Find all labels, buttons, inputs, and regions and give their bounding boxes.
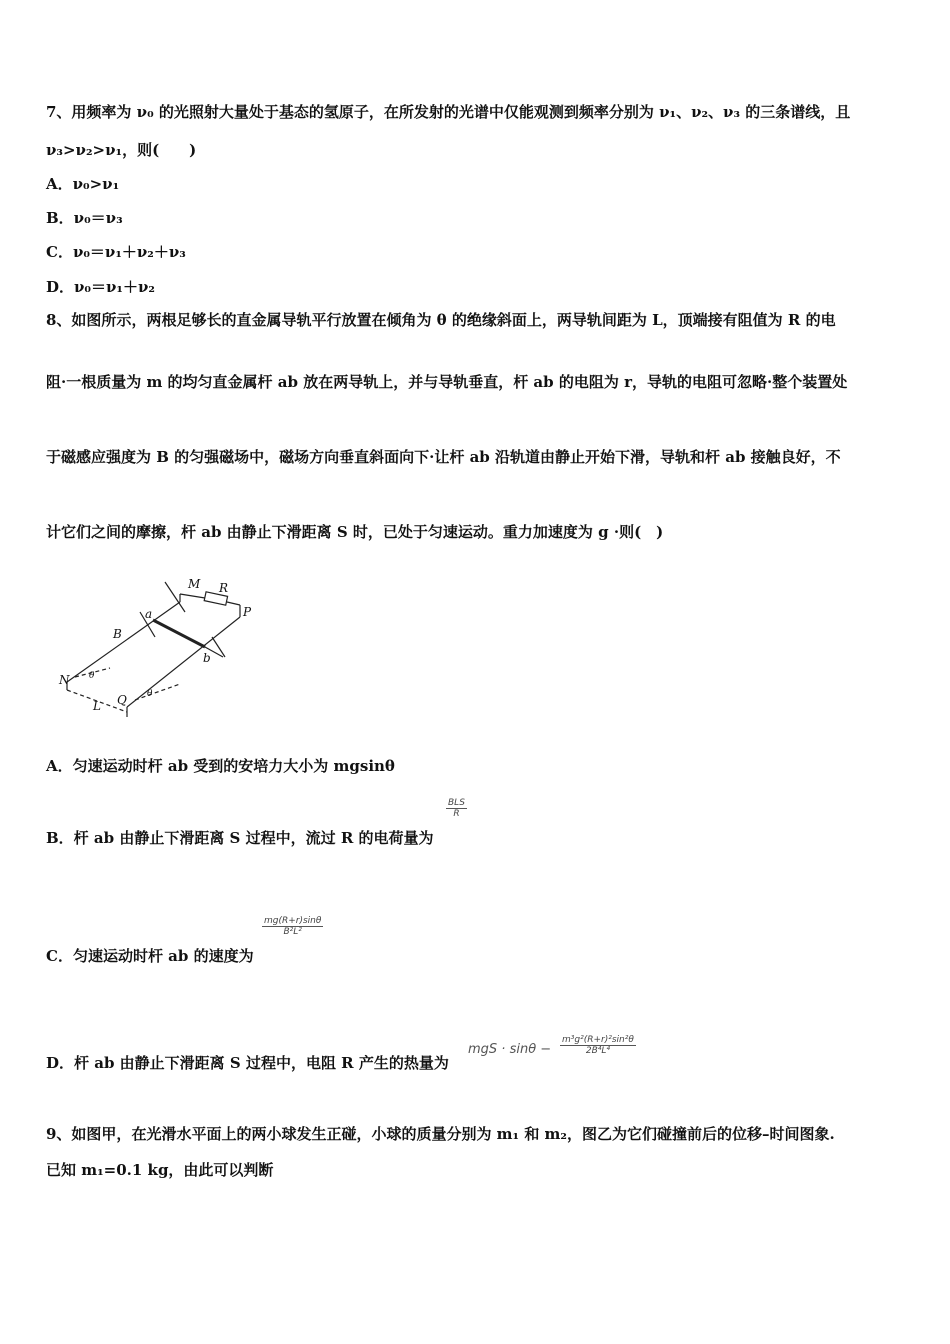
label-B: B — [113, 627, 122, 641]
q8-stem-line1: 8、如图所示，两根足够长的直金属导轨平行放置在倾角为 θ 的绝缘斜面上，两导轨间距为 L，顶端接有阻值为 R 的电 — [46, 311, 836, 329]
q8-option-a: A．匀速运动时杆 ab 受到的安培力大小为 mgsinθ — [46, 757, 395, 775]
label-N: N — [59, 673, 70, 687]
label-b: b — [203, 651, 211, 665]
q8-option-c: C．匀速运动时杆 ab 的速度为 — [46, 947, 254, 965]
q8-option-b-formula — [446, 798, 467, 819]
q8-option-d: D．杆 ab 由静止下滑距离 S 过程中，电阻 R 产生的热量为 — [46, 1054, 449, 1072]
q8-option-d-formula — [560, 1035, 636, 1056]
incline-rail-diagram — [55, 572, 265, 722]
label-R: R — [219, 581, 229, 595]
label-a: a — [145, 607, 153, 621]
label-M: M — [188, 577, 201, 591]
q7-option-a: A．ν₀>ν₁ — [46, 175, 120, 193]
q8-option-d-denominator: 2B⁴L⁴ — [585, 1046, 610, 1056]
q9-stem-line1: 9、如图甲，在光滑水平面上的两小球发生正碰，小球的质量分别为 m₁ 和 m₂，图乙为它们碰撞前后的位移–时间图象. — [46, 1125, 835, 1143]
label-theta-1: θ — [89, 671, 95, 681]
q8-option-d-lead: mgS · sinθ − — [468, 1042, 552, 1057]
q7-stem-line1: 7、用频率为 ν₀ 的光照射大量处于基态的氢原子，在所发射的光谱中仅能观测到频率分别为 ν₁、ν₂、ν₃ 的三条谱线，且 — [46, 103, 851, 121]
q8-option-c-formula — [262, 916, 323, 937]
label-P: P — [243, 605, 252, 619]
label-theta-2: θ — [147, 689, 153, 699]
q8-option-c-denominator: B²L² — [283, 927, 302, 937]
q7-option-d: D．ν₀＝ν₁＋ν₂ — [46, 278, 155, 296]
q7-stem-line2: ν₃>ν₂>ν₁，则( ) — [46, 141, 197, 159]
label-L: L — [93, 699, 101, 713]
q8-option-c-numerator: mg(R+r)sinθ — [264, 916, 322, 926]
q8-option-b-numerator: BLS — [448, 798, 465, 808]
q9-stem-line2: 已知 m₁=0.1 kg，由此可以判断 — [46, 1161, 274, 1179]
q8-option-b: B．杆 ab 由静止下滑距离 S 过程中，流过 R 的电荷量为 — [46, 829, 434, 847]
q8-option-d-numerator: m³g²(R+r)²sin²θ — [562, 1035, 634, 1045]
q7-option-b: B．ν₀＝ν₃ — [46, 209, 123, 227]
q8-stem-line2: 阻·一根质量为 m 的均匀直金属杆 ab 放在两导轨上，并与导轨垂直，杆 ab 的电阻为 r，导轨的电阻可忽略·整个装置处 — [46, 373, 848, 391]
q8-stem-line4: 计它们之间的摩擦，杆 ab 由静止下滑距离 S 时，已处于匀速运动。重力加速度为 g ·则( ) — [46, 523, 664, 541]
q8-stem-line3: 于磁感应强度为 B 的匀强磁场中，磁场方向垂直斜面向下·让杆 ab 沿轨道由静止开始下滑，导轨和杆 ab 接触良好，不 — [46, 448, 841, 466]
q8-option-b-denominator: R — [453, 809, 460, 819]
q7-option-c: C．ν₀＝ν₁＋ν₂＋ν₃ — [46, 243, 186, 261]
label-Q: Q — [117, 693, 127, 707]
